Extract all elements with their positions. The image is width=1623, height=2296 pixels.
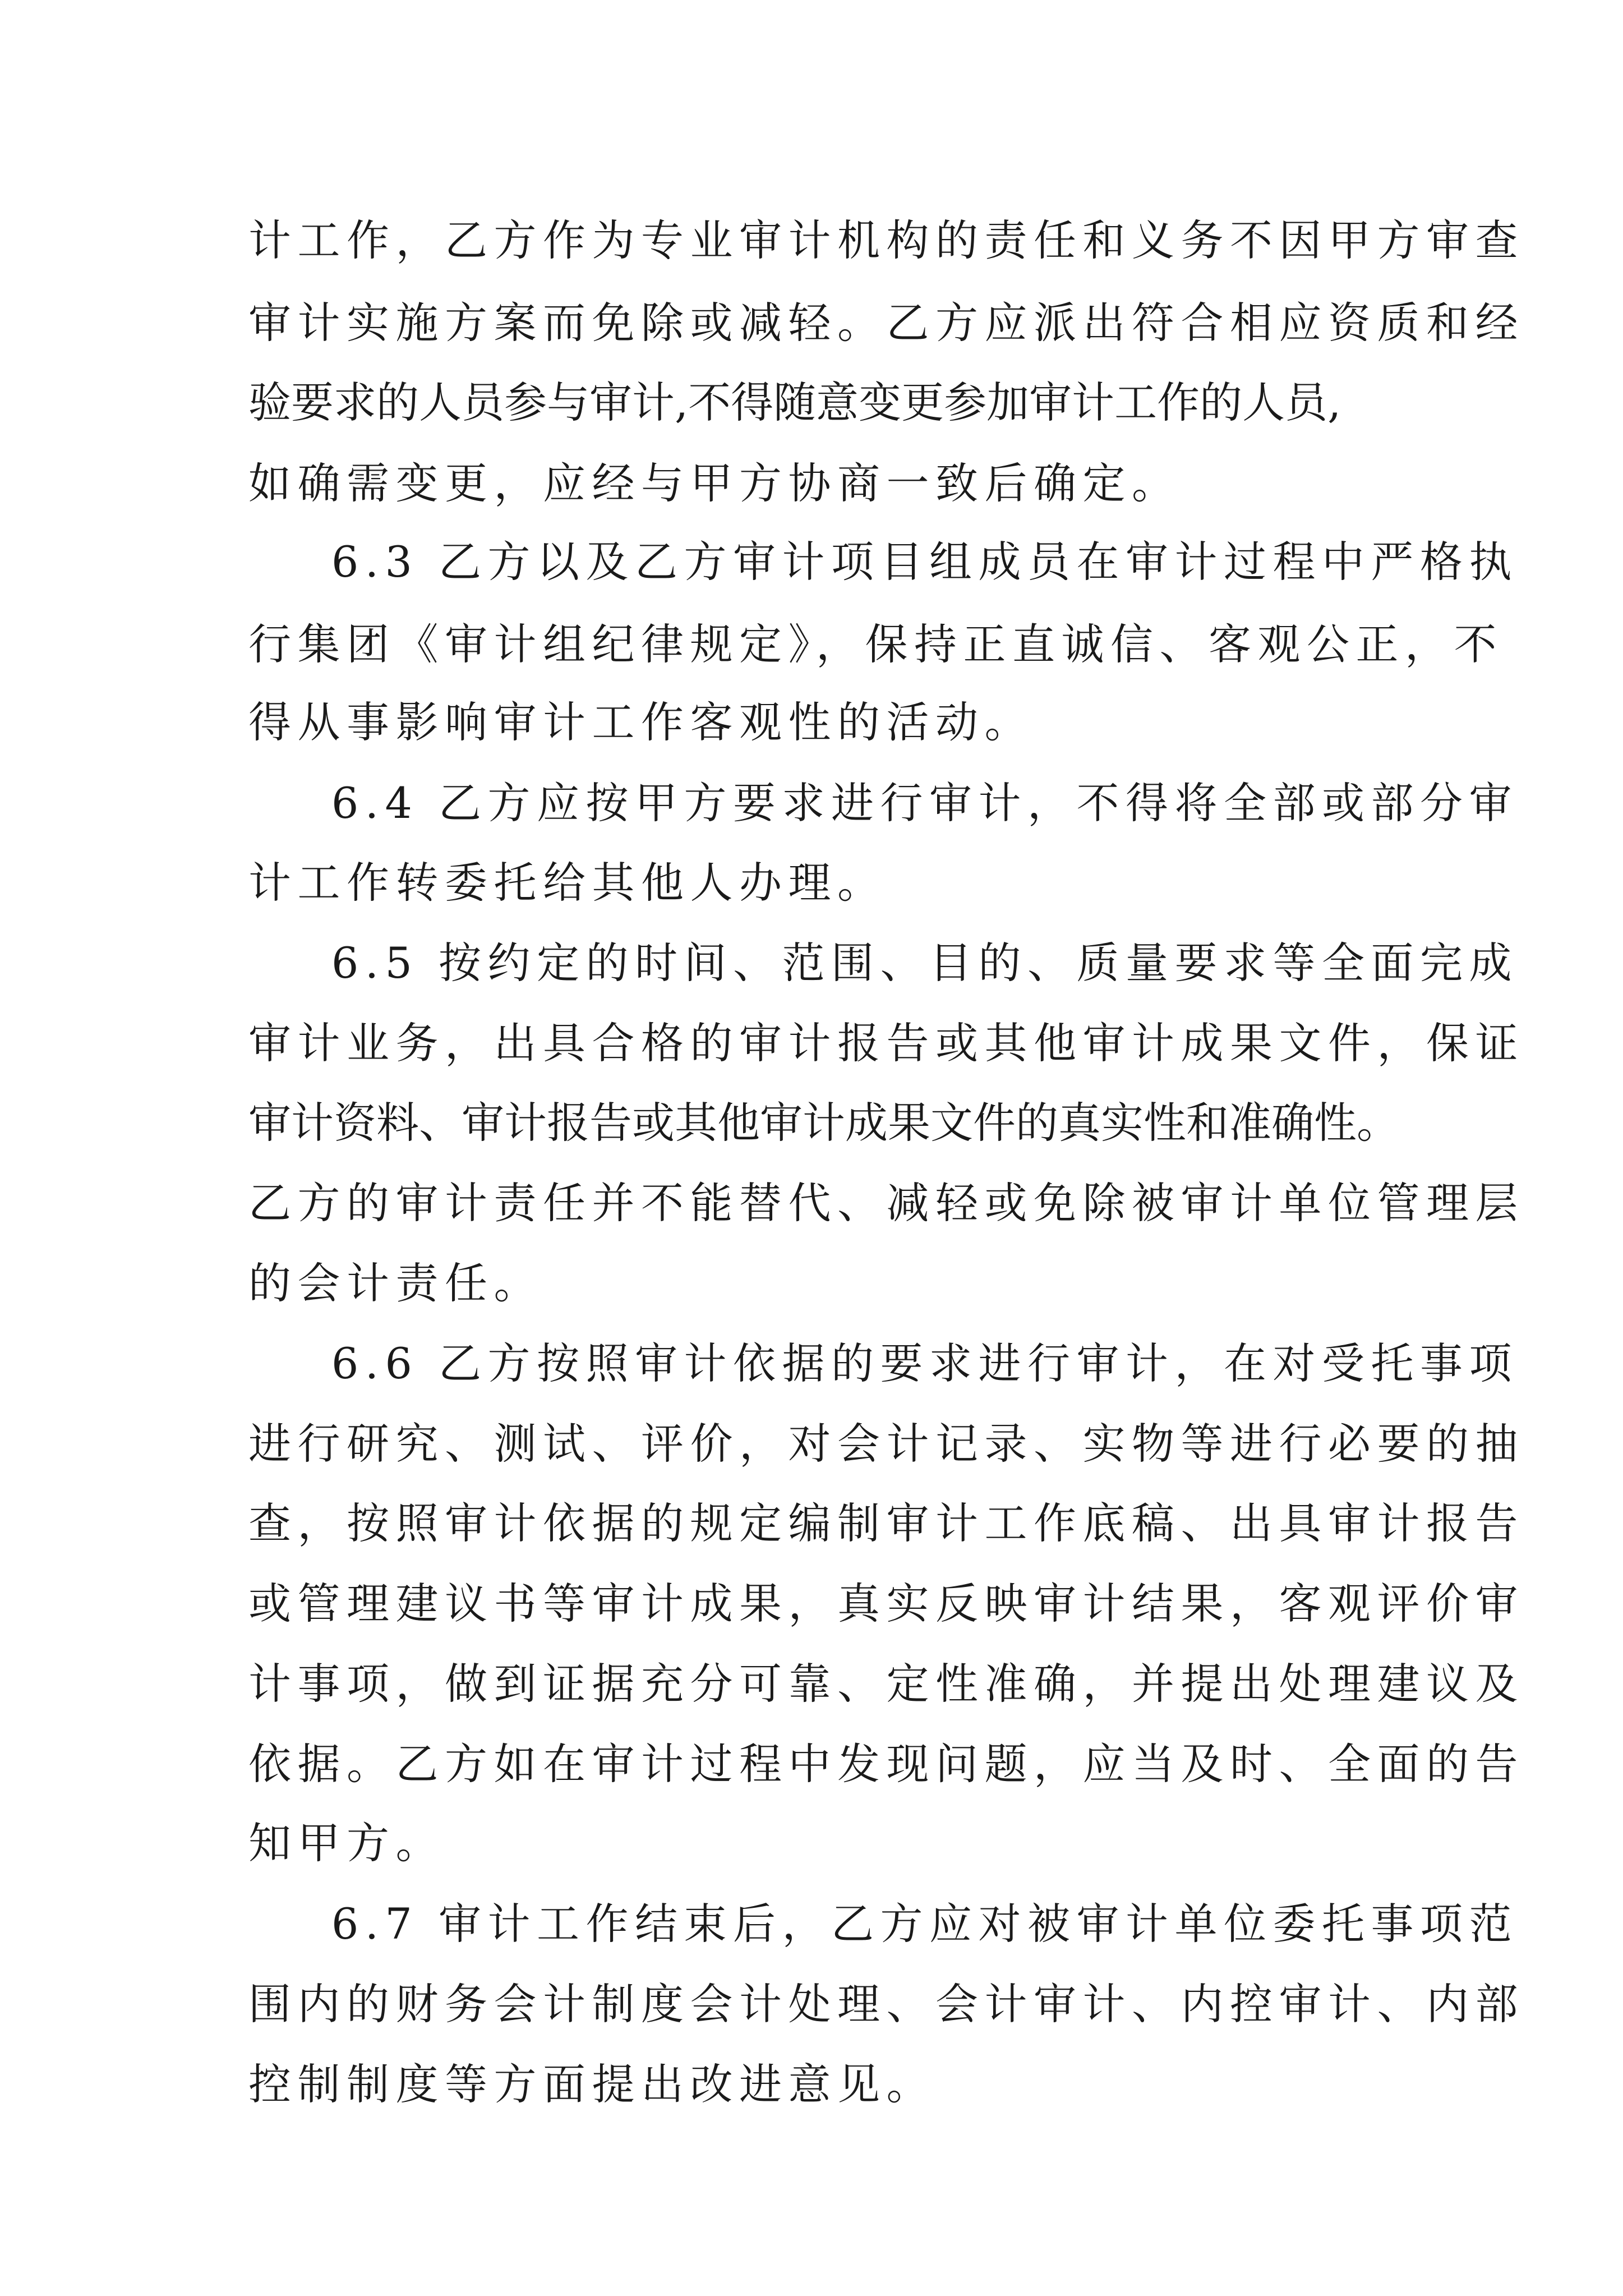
paragraph-6-7-first-line: 6.7 审计工作结束后，乙方应对被审计单位委托事项范 — [331, 1899, 1519, 1949]
paragraph-6-5-first-line: 6.5 按约定的时间、范围、目的、质量要求等全面完成 — [331, 938, 1519, 988]
text-line: 计事项，做到证据充分可靠、定性准确，并提出处理建议及 — [248, 1659, 1524, 1709]
text-line: 行集团《审计组纪律规定》，保持正直诚信、客观公正，不 — [248, 619, 1503, 669]
text-line: 审计实施方案而免除或减轻。乙方应派出符合相应资质和经 — [248, 298, 1524, 348]
paragraph-6-4-first-line: 6.4 乙方应按甲方要求进行审计，不得将全部或部分审 — [331, 778, 1519, 828]
text-line: 如确需变更，应经与甲方协商一致后确定。 — [248, 458, 1181, 508]
text-line: 查，按照审计依据的规定编制审计工作底稿、出具审计报告 — [248, 1498, 1524, 1548]
text-line: 得从事影响审计工作客观性的活动。 — [248, 697, 1034, 747]
paragraph-6-3-first-line: 6.3 乙方以及乙方审计项目组成员在审计过程中严格执 — [331, 537, 1519, 587]
text-line: 的会计责任。 — [248, 1258, 543, 1308]
text-line: 计工作转委托给其他人办理。 — [248, 858, 887, 908]
text-line: 乙方的审计责任并不能替代、减轻或免除被审计单位管理层 — [248, 1178, 1524, 1228]
text-line: 依据。乙方如在审计过程中发现问题，应当及时、全面的告 — [248, 1739, 1524, 1789]
paragraph-6-6-first-line: 6.6 乙方按照审计依据的要求进行审计，在对受托事项 — [331, 1338, 1519, 1388]
text-line: 计工作，乙方作为专业审计机构的责任和义务不因甲方审查 — [248, 215, 1524, 265]
text-line: 知甲方。 — [248, 1818, 445, 1868]
text-line: 审计业务，出具合格的审计报告或其他审计成果文件，保证 — [248, 1018, 1524, 1068]
text-line: 进行研究、测试、评价，对会计记录、实物等进行必要的抽 — [248, 1419, 1524, 1469]
text-line: 围内的财务会计制度会计处理、会计审计、内控审计、内部 — [248, 1979, 1524, 2029]
text-line: 或管理建议书等审计成果，真实反映审计结果，客观评价审 — [248, 1579, 1524, 1628]
text-line: 验要求的人员参与审计,不得随意变更参加审计工作的人员, — [248, 378, 1341, 427]
text-line: 控制制度等方面提出改进意见。 — [248, 2059, 935, 2109]
text-line: 审计资料、审计报告或其他审计成果文件的真实性和准确性。 — [248, 1098, 1399, 1148]
